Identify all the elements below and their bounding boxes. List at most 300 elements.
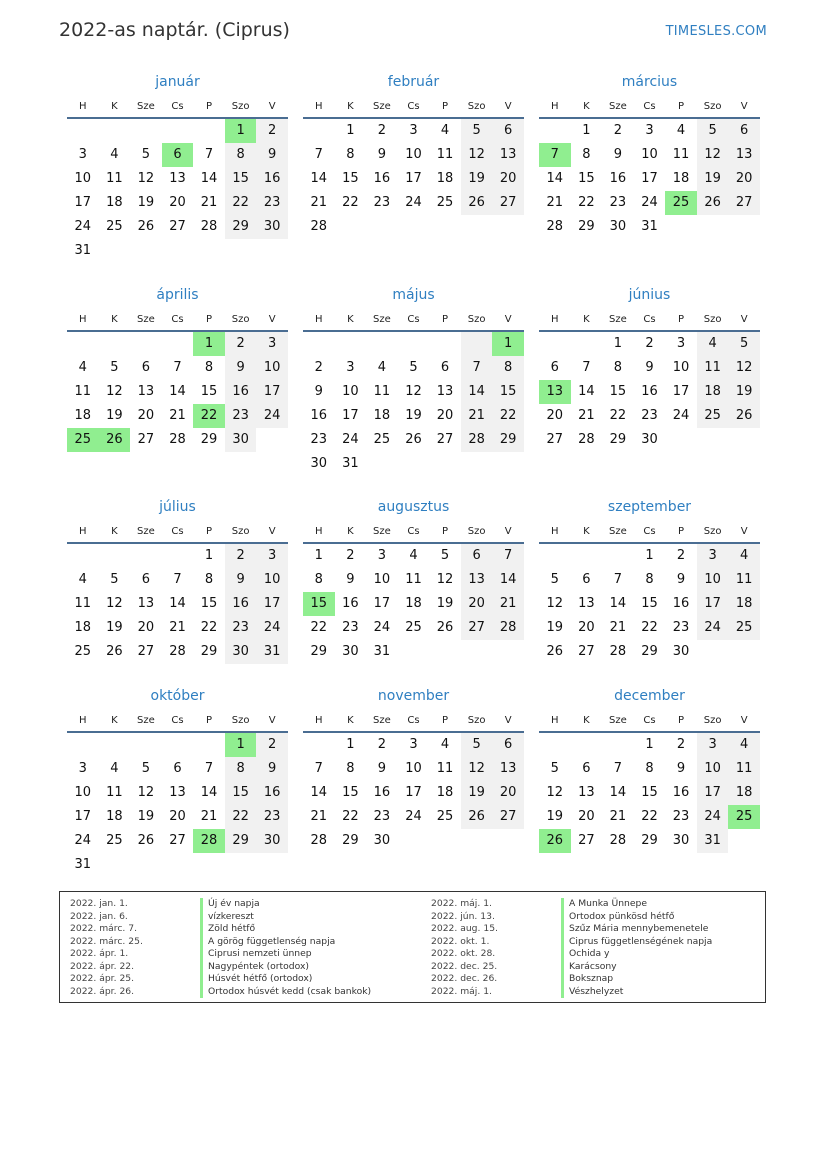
weekday-label: K [111, 314, 118, 325]
week-row [303, 592, 524, 616]
day-cell: 22 [609, 408, 627, 423]
weekday-label: Cs [171, 526, 184, 537]
day-cell: 28 [578, 432, 595, 447]
day-cell: 14 [169, 384, 186, 399]
day-grid [303, 733, 524, 853]
day-cell: 28 [310, 833, 328, 848]
day-cell: 10 [342, 384, 359, 399]
day-cell: 15 [609, 384, 627, 399]
day-cell: 2 [346, 548, 355, 563]
empty-day-cell [256, 239, 288, 263]
holiday-day-cell: 25 [665, 191, 697, 215]
day-cell: 18 [436, 171, 454, 186]
week-row [539, 119, 760, 143]
month-name: március [621, 74, 678, 90]
day-cell: 21 [169, 408, 186, 423]
week-row [303, 544, 524, 568]
day-grid [303, 332, 524, 476]
empty-day-cell [571, 544, 603, 568]
day-cell: 1 [645, 737, 654, 752]
day-cell: 9 [225, 568, 257, 592]
empty-day-cell [398, 332, 430, 356]
weekday-header [303, 710, 524, 733]
week-row [67, 853, 288, 877]
holiday-day-cell: 25 [728, 805, 760, 829]
empty-day-cell [665, 215, 697, 239]
day-cell: 30 [342, 644, 359, 659]
legend-item [431, 898, 712, 911]
day-cell: 20 [546, 408, 564, 423]
day-cell: 11 [106, 171, 123, 186]
weekday-label: Szo [703, 101, 722, 112]
day-cell: 18 [697, 380, 729, 404]
day-cell: 5 [409, 360, 418, 375]
empty-day-cell [130, 733, 162, 757]
weekday-label: K [347, 715, 354, 726]
day-cell: 22 [641, 620, 658, 635]
empty-day-cell [398, 452, 430, 476]
day-cell: 8 [613, 360, 623, 375]
week-row [303, 757, 524, 781]
week-row [303, 616, 524, 640]
day-grid [303, 119, 524, 239]
empty-day-cell [162, 239, 194, 263]
day-cell: 17 [697, 592, 729, 616]
week-row [539, 781, 760, 805]
day-cell: 9 [225, 356, 257, 380]
day-cell: 10 [697, 568, 729, 592]
day-cell: 28 [310, 219, 328, 234]
day-cell: 27 [137, 432, 155, 447]
empty-day-cell [429, 215, 461, 239]
day-cell: 28 [546, 219, 564, 234]
day-cell: 12 [546, 596, 564, 611]
legend-item [431, 923, 712, 936]
day-cell: 6 [492, 733, 524, 757]
day-cell: 8 [204, 360, 214, 375]
week-row [303, 215, 524, 239]
weekday-label: P [206, 314, 213, 325]
holiday-date: 2022. márc. 7. [70, 923, 138, 934]
day-cell: 4 [78, 572, 87, 587]
day-cell: 10 [256, 568, 288, 592]
day-cell: 18 [106, 195, 123, 210]
day-cell: 8 [314, 572, 323, 587]
empty-day-cell [539, 332, 571, 356]
weekday-label: Szo [467, 101, 486, 112]
week-row [67, 356, 288, 380]
day-cell: 3 [78, 761, 87, 776]
day-cell: 26 [106, 644, 123, 659]
day-grid [303, 544, 524, 664]
day-cell: 27 [169, 219, 186, 234]
weekday-label: Cs [171, 101, 184, 112]
week-row [303, 380, 524, 404]
day-cell: 2 [256, 119, 288, 143]
holiday-day-cell: 15 [303, 592, 335, 616]
day-cell: 22 [641, 809, 658, 824]
day-cell: 20 [492, 781, 524, 805]
day-cell: 15 [578, 171, 595, 186]
weekday-label: P [442, 715, 449, 726]
day-cell: 13 [578, 596, 595, 611]
page-title: 2022-as naptár. (Ciprus) [59, 19, 290, 41]
day-cell: 30 [256, 215, 288, 239]
day-cell: 24 [697, 616, 729, 640]
week-row [67, 404, 288, 428]
empty-day-cell [335, 215, 367, 239]
day-cell: 15 [641, 785, 658, 800]
day-cell: 17 [697, 781, 729, 805]
day-cell: 19 [106, 408, 123, 423]
weekday-label: Szo [703, 526, 722, 537]
day-cell: 15 [342, 785, 359, 800]
brand-link[interactable]: TIMESLES.COM [665, 24, 767, 39]
week-row [303, 428, 524, 452]
empty-day-cell [99, 239, 131, 263]
week-row [67, 757, 288, 781]
day-cell: 26 [137, 833, 155, 848]
day-cell: 21 [169, 620, 186, 635]
day-cell: 19 [728, 380, 760, 404]
empty-day-cell [335, 332, 367, 356]
day-cell: 20 [578, 620, 595, 635]
week-row [539, 167, 760, 191]
day-cell: 28 [169, 644, 186, 659]
empty-day-cell [130, 239, 162, 263]
day-cell: 16 [609, 171, 627, 186]
legend-item [70, 973, 371, 986]
day-cell: 1 [346, 737, 355, 752]
month-calendar [303, 497, 524, 664]
empty-day-cell [225, 853, 257, 877]
day-cell: 31 [74, 243, 92, 258]
week-row [303, 119, 524, 143]
empty-day-cell [193, 239, 225, 263]
day-cell: 20 [436, 408, 454, 423]
day-cell: 5 [110, 572, 119, 587]
day-cell: 31 [641, 219, 658, 234]
weekday-label: K [347, 101, 354, 112]
month-name: október [150, 688, 205, 704]
month-calendar [539, 285, 760, 452]
day-cell: 17 [373, 596, 391, 611]
day-cell: 3 [409, 737, 418, 752]
day-cell: 16 [225, 380, 257, 404]
day-cell: 14 [200, 785, 218, 800]
day-cell: 26 [461, 191, 493, 215]
empty-day-cell [366, 215, 398, 239]
weekday-label: Sze [609, 526, 627, 537]
day-cell: 13 [728, 143, 760, 167]
weekday-label: H [79, 101, 87, 112]
day-cell: 3 [377, 548, 387, 563]
weekday-label: V [504, 526, 512, 537]
day-cell: 21 [492, 592, 524, 616]
weekday-label: Szo [231, 715, 250, 726]
day-cell: 17 [256, 592, 288, 616]
weekday-label: H [551, 101, 559, 112]
week-row [67, 805, 288, 829]
empty-day-cell [728, 640, 760, 664]
day-cell: 26 [405, 432, 422, 447]
day-cell: 24 [672, 408, 690, 423]
weekday-label: P [678, 314, 685, 325]
empty-day-cell [461, 452, 493, 476]
weekday-header [303, 96, 524, 119]
weekday-label: V [268, 314, 276, 325]
weekday-label: H [315, 526, 323, 537]
day-cell: 2 [225, 332, 257, 356]
week-row [303, 143, 524, 167]
holiday-day-cell: 1 [225, 733, 257, 757]
day-cell: 1 [346, 123, 355, 138]
day-cell: 24 [373, 620, 391, 635]
weekday-label: Sze [137, 314, 155, 325]
day-cell: 20 [137, 408, 155, 423]
empty-day-cell [398, 640, 430, 664]
empty-day-cell [256, 428, 288, 452]
day-cell: 13 [492, 757, 524, 781]
day-cell: 8 [204, 572, 214, 587]
empty-day-cell [492, 829, 524, 853]
holiday-date: 2022. jan. 6. [70, 910, 128, 922]
holiday-date: 2022. dec. 26. [431, 973, 498, 984]
weekday-label: V [268, 526, 276, 537]
day-cell: 19 [405, 408, 422, 423]
day-cell: 3 [256, 544, 288, 568]
month-calendar [303, 72, 524, 239]
day-cell: 2 [676, 548, 686, 563]
empty-day-cell [303, 332, 335, 356]
holiday-day-cell: 1 [193, 332, 225, 356]
weekday-header [67, 309, 288, 332]
weekday-label: Szo [467, 526, 486, 537]
day-cell: 24 [342, 432, 359, 447]
day-cell: 24 [256, 616, 288, 640]
day-cell: 19 [546, 809, 564, 824]
holiday-day-cell: 25 [67, 428, 99, 452]
day-cell: 15 [225, 167, 257, 191]
day-cell: 8 [225, 757, 257, 781]
day-cell: 20 [728, 167, 760, 191]
day-cell: 26 [697, 191, 729, 215]
day-cell: 11 [373, 384, 391, 399]
weekday-label: V [740, 101, 748, 112]
day-cell: 13 [492, 143, 524, 167]
week-row [67, 568, 288, 592]
empty-day-cell [602, 733, 634, 757]
week-row [67, 733, 288, 757]
holiday-day-cell: 6 [162, 143, 194, 167]
empty-day-cell [256, 853, 288, 877]
day-cell: 3 [676, 336, 686, 351]
day-cell: 7 [613, 572, 623, 587]
day-cell: 9 [314, 384, 323, 399]
day-cell: 30 [641, 432, 658, 447]
holiday-day-cell: 1 [492, 332, 524, 356]
day-cell: 15 [641, 596, 658, 611]
empty-day-cell [429, 332, 461, 356]
day-cell: 30 [310, 456, 328, 471]
weekday-label: V [504, 715, 512, 726]
day-cell: 4 [728, 733, 760, 757]
day-cell: 5 [141, 761, 151, 776]
holiday-day-cell: 28 [193, 829, 225, 853]
day-cell: 28 [609, 833, 627, 848]
week-row [67, 239, 288, 263]
week-row [539, 829, 760, 853]
day-cell: 27 [578, 833, 595, 848]
holiday-legend [59, 891, 766, 1003]
day-cell: 26 [546, 644, 564, 659]
day-cell: 19 [461, 167, 493, 191]
day-cell: 6 [582, 572, 591, 587]
weekday-label: K [347, 526, 354, 537]
weekday-label: Sze [373, 715, 391, 726]
day-cell: 3 [697, 544, 729, 568]
week-row [303, 781, 524, 805]
legend-item [70, 936, 371, 949]
legend-item [431, 911, 712, 924]
month-calendar [303, 686, 524, 853]
holiday-date: 2022. márc. 25. [70, 935, 143, 947]
empty-day-cell [429, 829, 461, 853]
week-row [539, 592, 760, 616]
day-cell: 31 [373, 644, 391, 659]
weekday-label: K [111, 101, 118, 112]
day-cell: 10 [74, 785, 92, 800]
day-cell: 25 [106, 219, 123, 234]
weekday-label: Sze [609, 101, 627, 112]
day-cell: 11 [728, 568, 760, 592]
month-name: augusztus [377, 499, 450, 515]
day-cell: 21 [609, 809, 627, 824]
day-cell: 6 [141, 360, 151, 375]
day-cell: 10 [672, 360, 690, 375]
day-cell: 18 [436, 785, 454, 800]
holiday-name: Új év napja [200, 898, 260, 911]
day-cell: 1 [613, 336, 623, 351]
legend-item [431, 936, 712, 949]
day-cell: 26 [137, 219, 155, 234]
day-cell: 27 [137, 644, 155, 659]
day-cell: 23 [342, 620, 359, 635]
day-cell: 14 [609, 785, 627, 800]
day-cell: 17 [672, 384, 690, 399]
day-cell: 17 [74, 195, 92, 210]
holiday-name: Szűz Mária mennybemenetele [561, 923, 708, 936]
day-cell: 27 [461, 616, 493, 640]
legend-item [431, 961, 712, 974]
weekday-header [67, 521, 288, 544]
day-cell: 5 [697, 119, 729, 143]
day-cell: 15 [492, 380, 524, 404]
day-cell: 18 [74, 620, 92, 635]
day-cell: 22 [492, 404, 524, 428]
month-name: december [614, 688, 685, 704]
week-row [67, 380, 288, 404]
day-cell: 9 [346, 572, 355, 587]
day-cell: 21 [578, 408, 595, 423]
weekday-label: K [347, 314, 354, 325]
week-row [67, 616, 288, 640]
day-cell: 10 [405, 761, 422, 776]
weekday-label: V [268, 715, 276, 726]
weekday-label: H [551, 526, 559, 537]
day-cell: 10 [373, 572, 391, 587]
day-cell: 9 [676, 572, 686, 587]
week-row [303, 568, 524, 592]
holiday-day-cell: 13 [539, 380, 571, 404]
day-grid [539, 733, 760, 853]
holiday-day-cell: 26 [99, 428, 131, 452]
empty-day-cell [461, 332, 493, 356]
weekday-label: V [268, 101, 276, 112]
legend-item [431, 948, 712, 961]
day-cell: 25 [106, 833, 123, 848]
day-cell: 8 [582, 147, 591, 162]
weekday-label: Cs [407, 715, 420, 726]
weekday-label: Sze [609, 314, 627, 325]
day-cell: 12 [106, 596, 123, 611]
day-cell: 7 [204, 147, 214, 162]
empty-day-cell [398, 215, 430, 239]
week-row [539, 191, 760, 215]
day-grid [67, 544, 288, 664]
holiday-name: Vészhelyzet [561, 986, 623, 999]
day-cell: 13 [137, 384, 155, 399]
day-cell: 21 [200, 195, 218, 210]
day-cell: 23 [373, 809, 391, 824]
day-cell: 28 [461, 428, 493, 452]
holiday-name: Húsvét hétfő (ortodox) [200, 973, 312, 986]
weekday-label: P [442, 101, 449, 112]
day-cell: 6 [492, 119, 524, 143]
day-cell: 10 [405, 147, 422, 162]
week-row [303, 452, 524, 476]
day-cell: 20 [169, 809, 186, 824]
empty-day-cell [303, 733, 335, 757]
empty-day-cell [461, 215, 493, 239]
day-cell: 18 [106, 809, 123, 824]
day-cell: 29 [492, 428, 524, 452]
empty-day-cell [162, 733, 194, 757]
week-row [539, 428, 760, 452]
weekday-label: Sze [373, 314, 391, 325]
day-cell: 10 [256, 356, 288, 380]
week-row [539, 215, 760, 239]
day-cell: 13 [169, 171, 186, 186]
day-cell: 6 [728, 119, 760, 143]
empty-day-cell [99, 544, 131, 568]
empty-day-cell [366, 332, 398, 356]
day-cell: 24 [256, 404, 288, 428]
empty-day-cell [602, 544, 634, 568]
week-row [303, 805, 524, 829]
day-cell: 29 [200, 432, 218, 447]
holiday-date: 2022. jan. 1. [70, 898, 128, 909]
week-row [539, 805, 760, 829]
weekday-label: Szo [467, 715, 486, 726]
day-cell: 27 [492, 805, 524, 829]
day-cell: 29 [200, 644, 218, 659]
legend-item [70, 923, 371, 936]
weekday-label: P [678, 715, 685, 726]
day-cell: 2 [676, 737, 686, 752]
month-calendar [67, 497, 288, 664]
week-row [67, 544, 288, 568]
